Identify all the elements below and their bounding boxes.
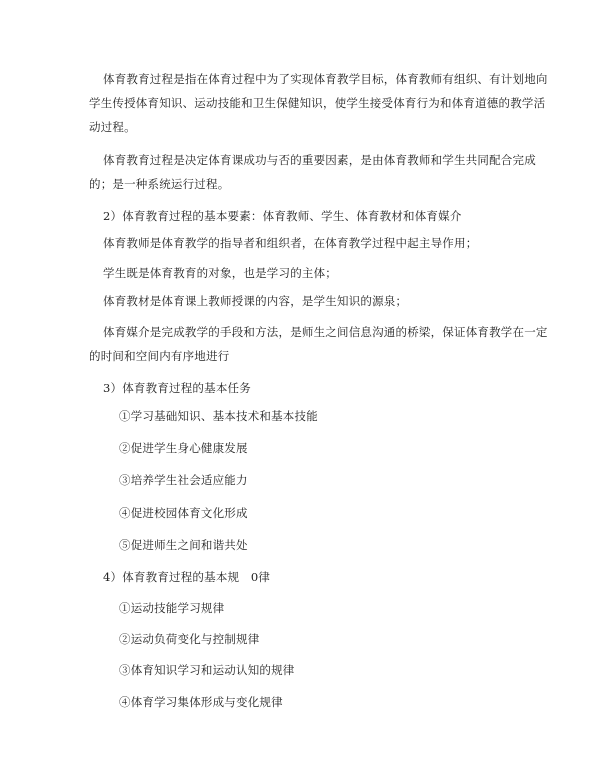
p1-line1: 体育教育过程是指在体育过程中为了实现体育教学目标，体育教师有组织、有计划地向: [103, 72, 548, 86]
p1-line2: 学生传授体育知识、运动技能和卫生保健知识，使学生接受体育行为和体育道德的教学活: [89, 96, 546, 110]
section2-heading: 2）体育教育过程的基本要素：体育教师、学生、体育教材和体育媒介: [103, 209, 462, 223]
p2-line2: 的；是一种系统运行过程。: [89, 177, 230, 191]
section2-student: 学生既是体育教育的对象，也是学习的主体；: [103, 266, 337, 280]
section3-item: ③培养学生社会适应能力: [119, 473, 248, 487]
section2-material: 体育教材是体育课上教师授课的内容，是学生知识的源泉；: [103, 294, 408, 308]
section4-item: ②运动负荷变化与控制规律: [119, 632, 260, 646]
section2-media-line1: 体育媒介是完成教学的手段和方法，是师生之间信息沟通的桥梁，保证体育教学在一定: [103, 325, 548, 339]
section4-item: ③体育知识学习和运动认知的规律: [119, 663, 295, 677]
section2-media-line2: 的时间和空间内有序地进行: [89, 349, 230, 363]
p1-line3: 动过程。: [89, 120, 136, 134]
p2-line1: 体育教育过程是决定体育课成功与否的重要因素，是由体育教师和学生共同配合完成: [103, 153, 536, 167]
section3-item: ⑤促进师生之间和谐共处: [119, 538, 248, 552]
section3-heading: 3）体育教育过程的基本任务: [103, 381, 251, 395]
section2-teacher: 体育教师是体育教学的指导者和组织者，在体育教学过程中起主导作用；: [103, 236, 478, 250]
section3-item: ①学习基础知识、基本技术和基本技能: [119, 409, 318, 423]
section3-item: ④促进校园体育文化形成: [119, 506, 248, 520]
section3-item: ②促进学生身心健康发展: [119, 441, 248, 455]
section4-item: ①运动技能学习规律: [119, 601, 225, 615]
section4-heading: 4）体育教育过程的基本规 0律: [103, 570, 271, 584]
section4-item: ④体育学习集体形成与变化规律: [119, 695, 283, 709]
